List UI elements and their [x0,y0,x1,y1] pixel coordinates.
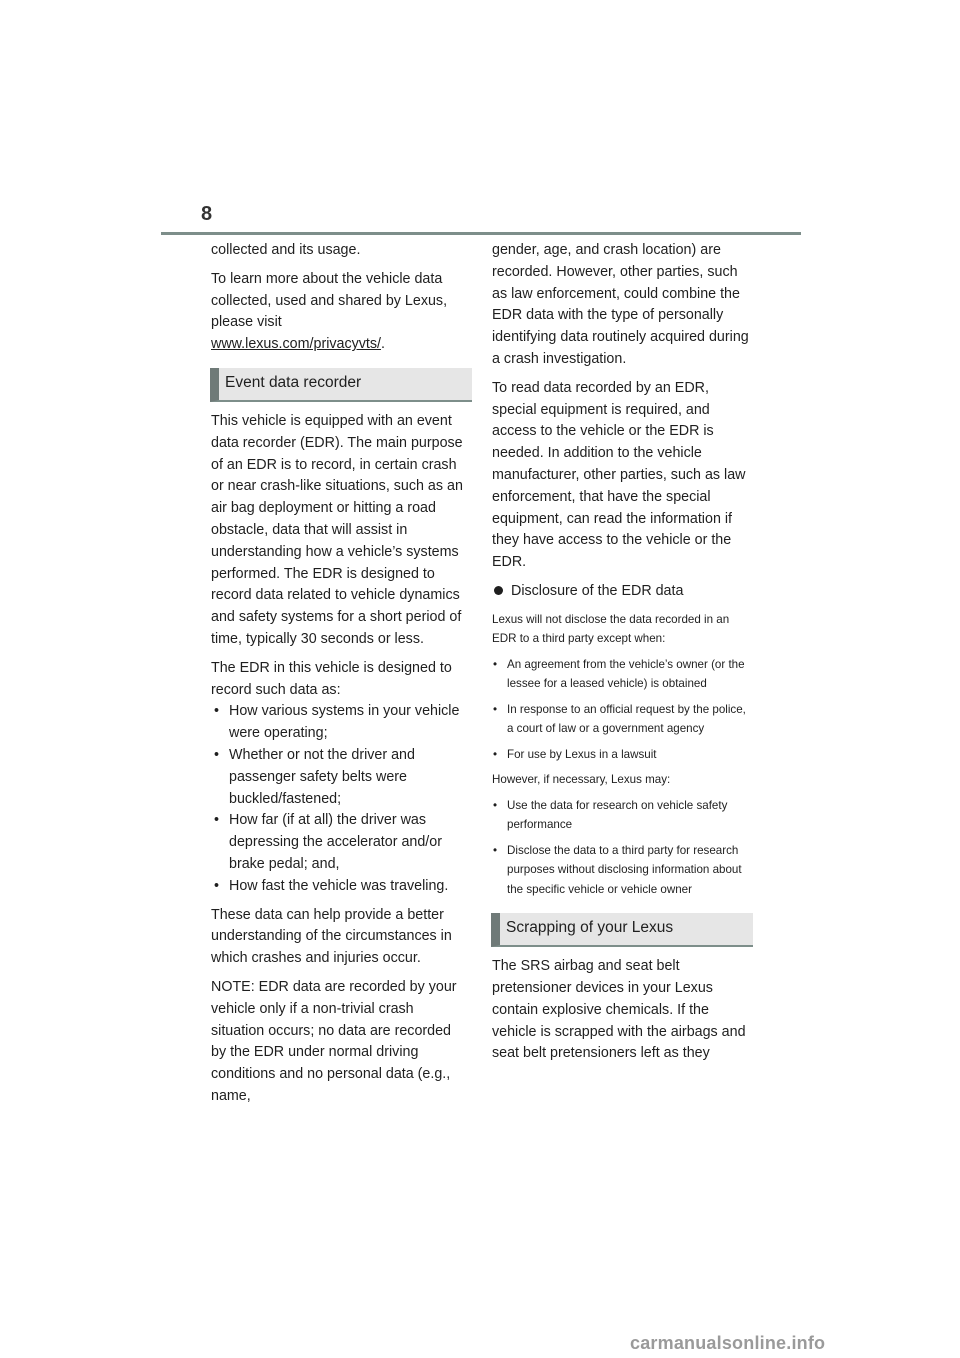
list-item: • For use by Lexus in a lawsuit [492,745,750,765]
privacy-text: To learn more about the vehicle data collected, used and shared by Lexus, please visit [211,270,448,331]
list-item: • How various systems in your vehicle were operating; [211,701,469,745]
privacy-paragraph [211,269,469,356]
page-number: 8 [201,203,213,225]
link-suffix: . [381,336,385,353]
privacy-link[interactable]: www.lexus.com/privacyvts/ [211,336,382,353]
may-list [492,796,750,900]
header-rule [161,232,801,235]
list-item: • Whether or not the driver and passenger safety belts were buckled/fastened; [211,745,469,810]
intro-text: collected and its usage. [211,242,361,258]
bullet-dot-icon [494,586,503,595]
scrap-paragraph: The SRS airbag and seat belt pretensioner devices in your Lexus contain explosive chemicals. If the vehicle is scrapped with the airbags and seat belt pretensioners left as they [492,958,746,1062]
right-column [492,240,750,1072]
list-item: • How far (if at all) the driver was depressing the accelerator and/or brake pedal; and, [211,810,469,875]
edr-paragraph-1: This vehicle is equipped with an event data recorder (EDR). The main purpose of an EDR is to record, in certain crash or near crash-like situations, such as an air bag deployment or hitting a road obstacle, data that will assist in understanding how a vehicle’s systems performed. The EDR is designed to record data related to vehicle dynamics and safety systems for a short period of time, typically 30 seconds or less. [211,412,463,647]
edr-paragraph-2: The EDR in this vehicle is designed to record such data as: [211,659,452,698]
edr-paragraph-4: NOTE: EDR data are recorded by your vehicle only if a non-trivial crash situation occurs; no data are recorded by the EDR under normal driving conditions and no personal data (e.g., name, [211,978,457,1104]
continued-paragraph-1: gender, age, and crash location) are recorded. However, other parties, such as law enforcement, could combine the EDR data with the type of personally identifying data routinely acquired during a crash investigation. [492,242,749,367]
list-item: • Disclose the data to a third party for research purposes without disclosing information about the specific vehicle or vehicle owner [492,841,750,900]
disclosure-intro: Lexus will not disclose the data recorded in an EDR to a third party except when: [492,612,730,646]
disclosure-list [492,655,750,765]
list-item: • In response to an official request by the police, a court of law or a government agency [492,700,750,739]
list-item: • An agreement from the vehicle’s owner (or the lessee for a leased vehicle) is obtained [492,655,750,694]
edr-paragraph-3: These data can help provide a better understanding of the circumstances in which crashes and injuries occur. [211,906,452,967]
section-heading-edr: Event data recorder [210,368,472,402]
may-intro: However, if necessary, Lexus may: [492,773,671,787]
section-heading-scrapping: Scrapping of your Lexus [491,913,753,947]
edr-list [211,701,469,897]
watermark: carmanualsonline.info [630,1333,826,1353]
disclosure-heading [492,581,750,603]
list-item: • Use the data for research on vehicle safety performance [492,796,750,835]
continued-paragraph-2: To read data recorded by an EDR, special equipment is required, and access to the vehicle or the EDR is needed. In addition to the vehicle manufacturer, other parties, such as law enforcement, that have the special equipment, can read the information if they have access to the vehicle or the EDR. [492,379,746,571]
disclosure-heading-text: Disclosure of the EDR data [511,582,684,599]
list-item: • How fast the vehicle was traveling. [211,876,469,898]
left-column [211,240,469,1115]
disclosure-block [492,610,750,900]
